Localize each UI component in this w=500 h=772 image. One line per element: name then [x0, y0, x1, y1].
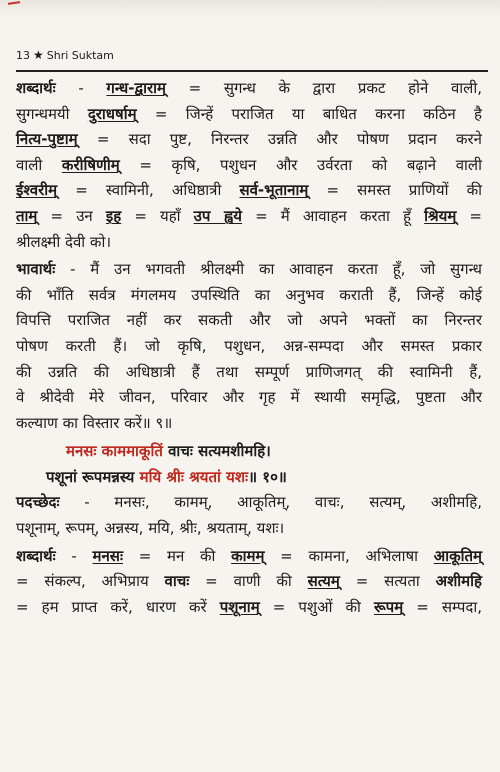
star-icon: ★ [33, 48, 44, 62]
word-meaning: = स्वामिनी, अधिष्ठात्री [57, 181, 240, 200]
text: - [55, 79, 107, 97]
shabdarth-line [16, 595, 482, 621]
padachhed-line: पशूनाम्, रूपम्, अन्नस्य, मयि, श्रीः, श्रयताम्, यशः। [16, 518, 285, 537]
word-term: दुराधर्षाम् [87, 104, 137, 123]
shabdarth-line [16, 153, 482, 179]
word-term: ईश्वरीम् [16, 181, 58, 200]
word-meaning: = सदा पुष्ट, निरन्तर उन्नति और पोषण प्रदान करने [77, 130, 482, 149]
shabdarth-label: शब्दार्थः [16, 546, 56, 565]
book-title: Shri Suktam [46, 48, 114, 62]
verse-text: वाचः सत्यमशीमहि। [162, 442, 271, 461]
word-term: आकूतिम् [433, 546, 483, 565]
word-term: कामम् [231, 546, 265, 565]
scan-top-edge [0, 0, 500, 18]
word-meaning: = पशुओं की [259, 597, 375, 616]
text: - मैं उन भगवती श्रीलक्ष्मी का आवाहन करता हूँ, जो सुगन्ध [55, 260, 482, 279]
verse-text: पशूनां रूपमन्नस्य [46, 468, 140, 487]
shabdarth-line [16, 127, 482, 153]
bhavarth-line: कल्याण का विस्तार करें॥ ९॥ [16, 413, 173, 432]
text: वाली [16, 155, 62, 174]
word-term: रूपम् [374, 597, 404, 616]
word-meaning: = सत्यता [339, 572, 436, 591]
page-content [16, 76, 482, 620]
shabdarth-line: श्रीलक्ष्मी देवी को। [16, 232, 112, 251]
word-meaning: = [456, 206, 482, 225]
word-term: मनसः [92, 546, 123, 565]
word-term: उप ह्वये [193, 206, 243, 225]
word-term: सत्यम् [307, 572, 340, 591]
shabdarth-line [16, 204, 482, 230]
bhavarth-line: की भाँति सर्वत्र मंगलमय उपस्थिति का अनुभव कराती हैं, जिन्हें कोई [16, 285, 482, 304]
word-meaning: = मैं आवाहन करता हूँ [242, 206, 425, 225]
verse-highlight: मयि श्रीः श्रयतां यशः [139, 468, 249, 487]
word-term: गन्ध-द्वाराम् [106, 79, 166, 97]
text: - मनसः, कामम्, आकूतिम्, वाचः, सत्यम्, अशीमहि, [59, 493, 482, 512]
word-meaning: = हम प्राप्त करें, धारण करें [16, 597, 220, 616]
word-term: वाचः [164, 572, 190, 591]
page-number: 13 [16, 48, 30, 62]
shabdarth-line [16, 102, 482, 128]
word-meaning: = समस्त प्राणियों की [308, 181, 482, 200]
word-term: श्रियम् [424, 206, 457, 225]
word-term: नित्य-पुष्टाम् [16, 130, 78, 149]
word-meaning: = सुगन्ध के द्वारा प्रकट होने वाली, [165, 79, 482, 97]
shabdarth-line [16, 544, 482, 570]
shabdarth-line [16, 178, 482, 204]
word-meaning: = कृषि, पशुधन और उर्वरता को बढ़ाने वाली [119, 155, 482, 174]
verse-text: ॥ १०॥ [248, 468, 287, 487]
word-meaning: = कामना, अभिलाषा [264, 546, 434, 565]
verse-highlight: मनसः काममाकूतिं [66, 442, 163, 461]
shabdarth-line [16, 569, 482, 595]
word-term: अशीमहि [435, 572, 482, 591]
padachhed-label: पदच्छेदः [16, 493, 60, 512]
word-meaning: = वाणी की [189, 572, 308, 591]
text: सुगन्धमयी [16, 104, 88, 123]
verse-line [16, 464, 482, 490]
bhavarth-line: की उन्नति की अधिष्ठात्री हैं तथा सम्पूर्ण प्राणिजगत् की स्वामिनी हैं, [16, 362, 482, 381]
bhavarth-line: पोषण करती हैं। जो कृषि, पशुधन, अन्न-सम्पदा और समस्त प्रकार [16, 336, 482, 355]
bhavarth-line: विपत्ति पराजित नहीं कर सकती और जो अपने भक्तों का निरन्तर [16, 311, 482, 330]
word-term: इह [105, 206, 122, 225]
word-meaning: = सम्पदा, [403, 597, 482, 616]
padachhed-line [16, 490, 482, 516]
word-term: पशूनाम् [219, 597, 260, 616]
text: - [55, 546, 93, 565]
word-term: ताम् [16, 206, 38, 225]
word-meaning: = उन [37, 206, 106, 225]
word-meaning: = यहाँ [121, 206, 194, 225]
word-meaning: = मन की [122, 546, 232, 565]
shabdarth-label: शब्दार्थः [16, 79, 56, 97]
page-header [16, 48, 484, 62]
header-rule [16, 70, 488, 72]
bhavarth-line: वे श्रीदेवी मेरे जीवन, परिवार और गृह में स्थायी समृद्धि, पुष्टता और [16, 388, 482, 407]
word-meaning: = जिन्हें पराजित या बाधित करना कठिन है [136, 104, 482, 123]
verse-line [16, 438, 482, 464]
bhavarth-line [16, 257, 482, 283]
bhavarth-label: भावार्थः [16, 260, 56, 279]
shabdarth-line [16, 76, 482, 102]
word-term: करीषिणीम् [61, 155, 120, 174]
word-meaning: = संकल्प, अभिप्राय [16, 572, 165, 591]
word-term: सर्व-भूतानाम् [239, 181, 309, 200]
